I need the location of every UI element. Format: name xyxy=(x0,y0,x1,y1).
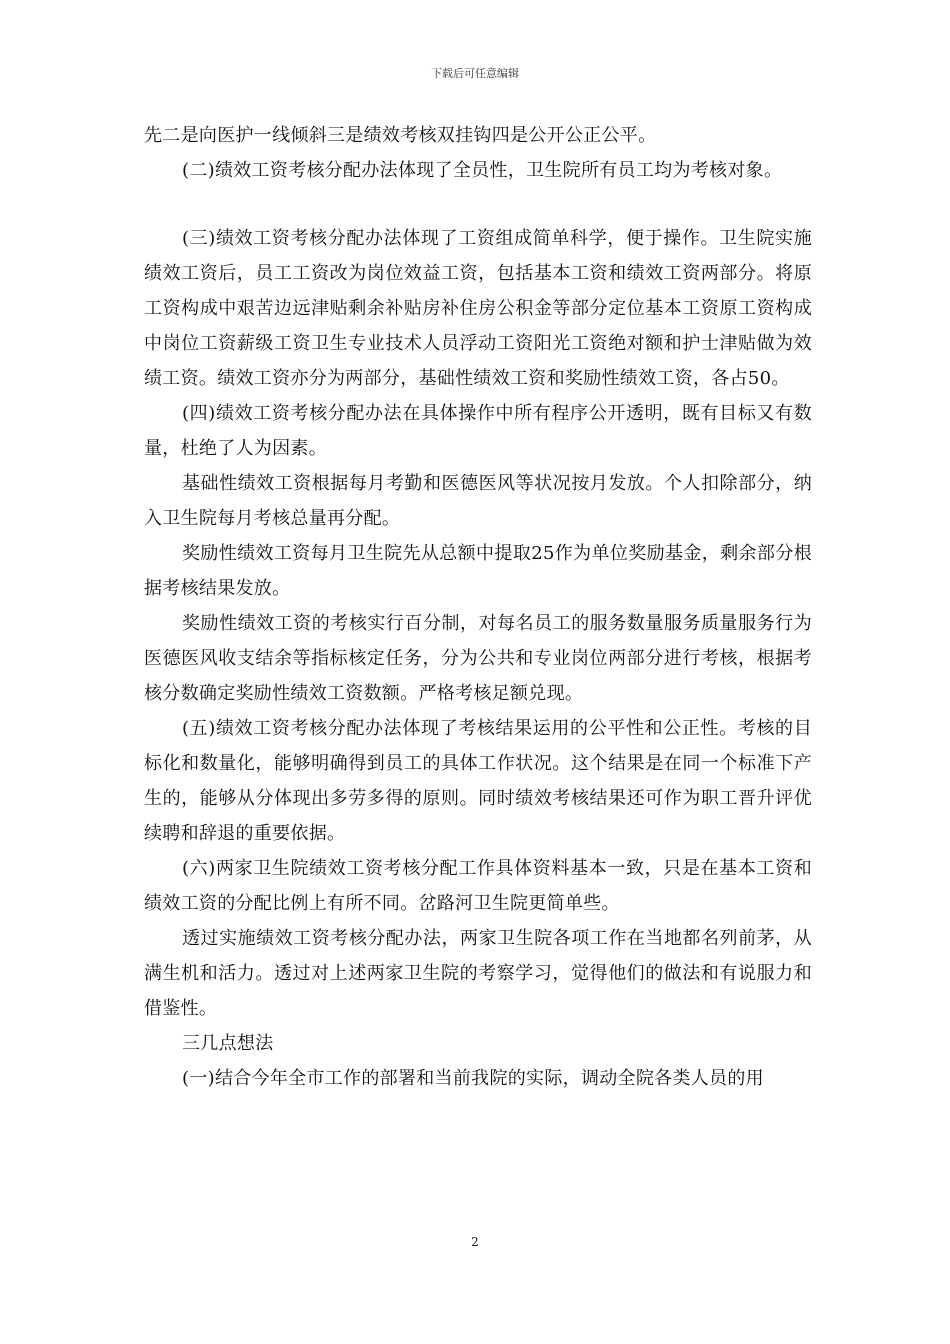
paragraph-section-5: (五)绩效工资考核分配办法体现了考核结果运用的公平性和公正性。考核的目标化和数量化，能够明确得到员工的具体工作状况。这个结果是在同一个标准下产生的，能够从分体现出多劳多得的原则。同时绩效考核结果还可作为职工晋升评优续聘和辞退的重要依据。 xyxy=(144,718,812,844)
paragraph-continuation: 先二是向医护一线倾斜三是绩效考核双挂钩四是公开公正公平。 xyxy=(144,125,657,146)
paragraph-incentive-assessment: 奖励性绩效工资的考核实行百分制，对每名员工的服务数量服务质量服务行为医德医风收支结余等指标核定任务，分为公共和专业岗位两部分进行考核，根据考核分数确定奖励性绩效工资数额。严格考核足额兑现。 xyxy=(144,613,812,704)
paragraph-section-2: (二)绩效工资考核分配办法体现了全员性，卫生院所有员工均为考核对象。 xyxy=(182,160,783,181)
section-heading-thoughts: 三几点想法 xyxy=(182,1033,274,1054)
page-number: 2 xyxy=(471,1235,479,1249)
paragraph-basic-performance-pay: 基础性绩效工资根据每月考勤和医德医风等状况按月发放。个人扣除部分，纳入卫生院每月考核总量再分配。 xyxy=(144,473,812,529)
document-body xyxy=(144,118,812,1096)
paragraph-incentive-fund: 奖励性绩效工资每月卫生院先从总额中提取25作为单位奖励基金，剩余部分根据考核结果发放。 xyxy=(144,543,812,599)
paragraph-summary: 透过实施绩效工资考核分配办法，两家卫生院各项工作在当地都名列前茅，从满生机和活力。透过对上述两家卫生院的考察学习，觉得他们的做法和有说服力和借鉴性。 xyxy=(144,928,812,1019)
paragraph-section-6: (六)两家卫生院绩效工资考核分配工作具体资料基本一致，只是在基本工资和绩效工资的分配比例上有所不同。岔路河卫生院更简单些。 xyxy=(144,858,812,914)
paragraph-thought-1: (一)结合今年全市工作的部署和当前我院的实际，调动全院各类人员的用 xyxy=(182,1068,764,1089)
paragraph-section-3: (三)绩效工资考核分配办法体现了工资组成简单科学，便于操作。卫生院实施绩效工资后，员工工资改为岗位效益工资，包括基本工资和绩效工资两部分。将原工资构成中艰苦边远津贴剩余补贴房补住房公积金等部分定位基本工资原工资构成中岗位工资薪级工资卫生专业技术人员浮动工资阳光工资绝对额和护士津贴做为效绩工资。绩效工资亦分为两部分，基础性绩效工资和奖励性绩效工资，各占50。 xyxy=(144,228,812,389)
page-header: 下载后可任意编辑 xyxy=(431,67,519,80)
paragraph-section-4: (四)绩效工资考核分配办法在具体操作中所有程序公开透明，既有目标又有数量，杜绝了人为因素。 xyxy=(144,403,812,459)
